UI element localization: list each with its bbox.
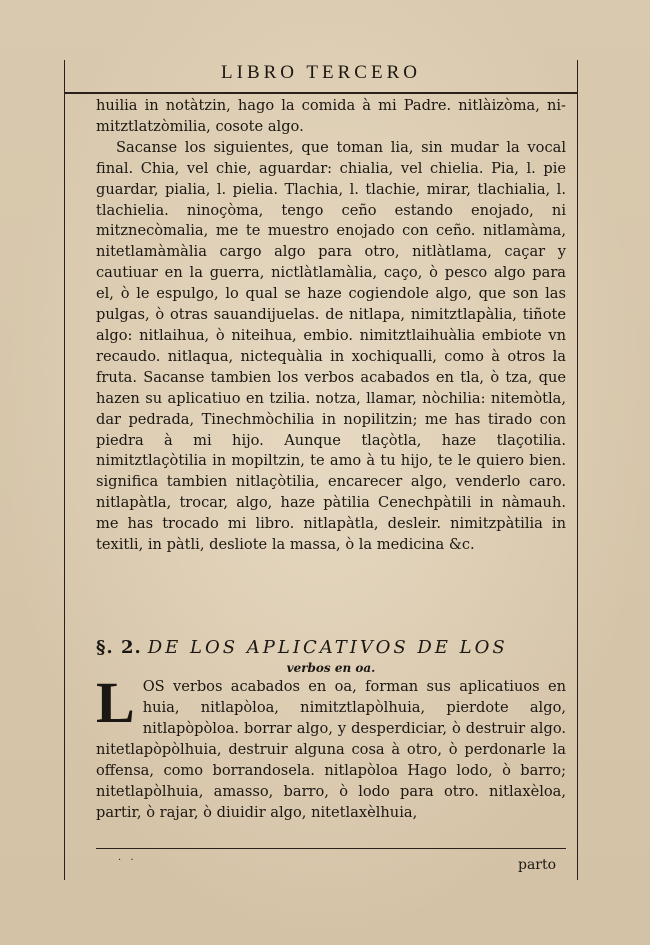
footer-ornament: . .: [118, 852, 137, 863]
section-subtitle: verbos en oa.: [286, 661, 376, 675]
paragraph-1: huilia in notàtzin, hago la comida à mi Padre. nitlàizòma, ni-mitztlatzòmilia, cosote algo.: [96, 97, 566, 135]
left-margin-rule: [64, 60, 65, 880]
running-header: LIBRO TERCERO: [221, 62, 421, 83]
section-body: [96, 670, 566, 823]
section-number: §. 2.: [96, 637, 142, 658]
main-text: [96, 96, 566, 556]
catchword: parto: [518, 857, 557, 873]
section-text: OS verbos acabados en oa, forman sus aplicatiuos en huia, nitlapòloa, nimitztlapòlhuia, pierdote algo, nitlapòpòloa. borrar algo, y desperdiciar, ò destruir algo. nitetlapòpòlhuia, destruir alguna cosa à otro, ò perdonarle la offensa, como borrandosela. nitlapòloa Hago lodo, ò barro; nitetlapòlhuia, amasso, barro, ò lodo para otro. nitlaxèloa, partir, ò rajar, ò diuidir algo, nitetlaxèlhuia,: [96, 678, 566, 821]
header-rule: [64, 92, 578, 94]
right-margin-rule: [577, 60, 578, 880]
paragraph-2: Sacanse los siguientes, que toman lia, sin mudar la vocal final. Chia, vel chie, aguardar: chialia, vel chielia. Pia, l. pie guardar, pialia, l. pielia. Tlachia, l. tlachie, mirar, tlachialia, l. tlachielia. ninoçòma, tengo ceño estando enojado, ni mitznecòmalia, me te muestro enojado con ceño. nitlamàma, nitetlamàmàlia cargo algo para otro, nitlàtlama, caçar y cautiuar en la guerra, nictlàtlamàlia, caço, ò pesco algo para el, ò le espulgo, lo qual se haze cogiendole algo, que son las pulgas, ò otras sauandijuelas. de nitlapa, nimitztlapàlia, tiñote algo: nitlaihua, ò niteihua, embio. nimitztlaihuàlia embiote vn recaudo. nitlaqua, nictequàlia in xochiqualli, como à otros la fruta. Sacanse tambien los verbos acabados en tla, ò tza, que hazen su aplicatiuo en tzilia. notza, llamar, nòchilia: nitemòtla, dar pedrada, Tinechmòchilia in nopilitzin; me has tirado con piedra à mi hijo. Aunque tlaçòtla, haze tlaçotilia. nimitztlaçòtilia in mopiltzin, te amo à tu hijo, te le quiero bien. significa tambien nitlaçòtilia, encarecer algo, venderlo caro. nitlapàtla, trocar, algo, haze pàtilia Cenechpàtili in nàmauh. me has trocado mi libro. nitlapàtla, desleir. nimitzpàtilia in texitli, in pàtli, desliote la massa, ò la medicina &c.: [96, 138, 566, 554]
footer-rule: [96, 848, 566, 849]
section-heading: [96, 637, 566, 658]
drop-cap: L: [96, 670, 135, 735]
section-title: DE LOS APLICATIVOS DE LOS: [147, 637, 508, 658]
